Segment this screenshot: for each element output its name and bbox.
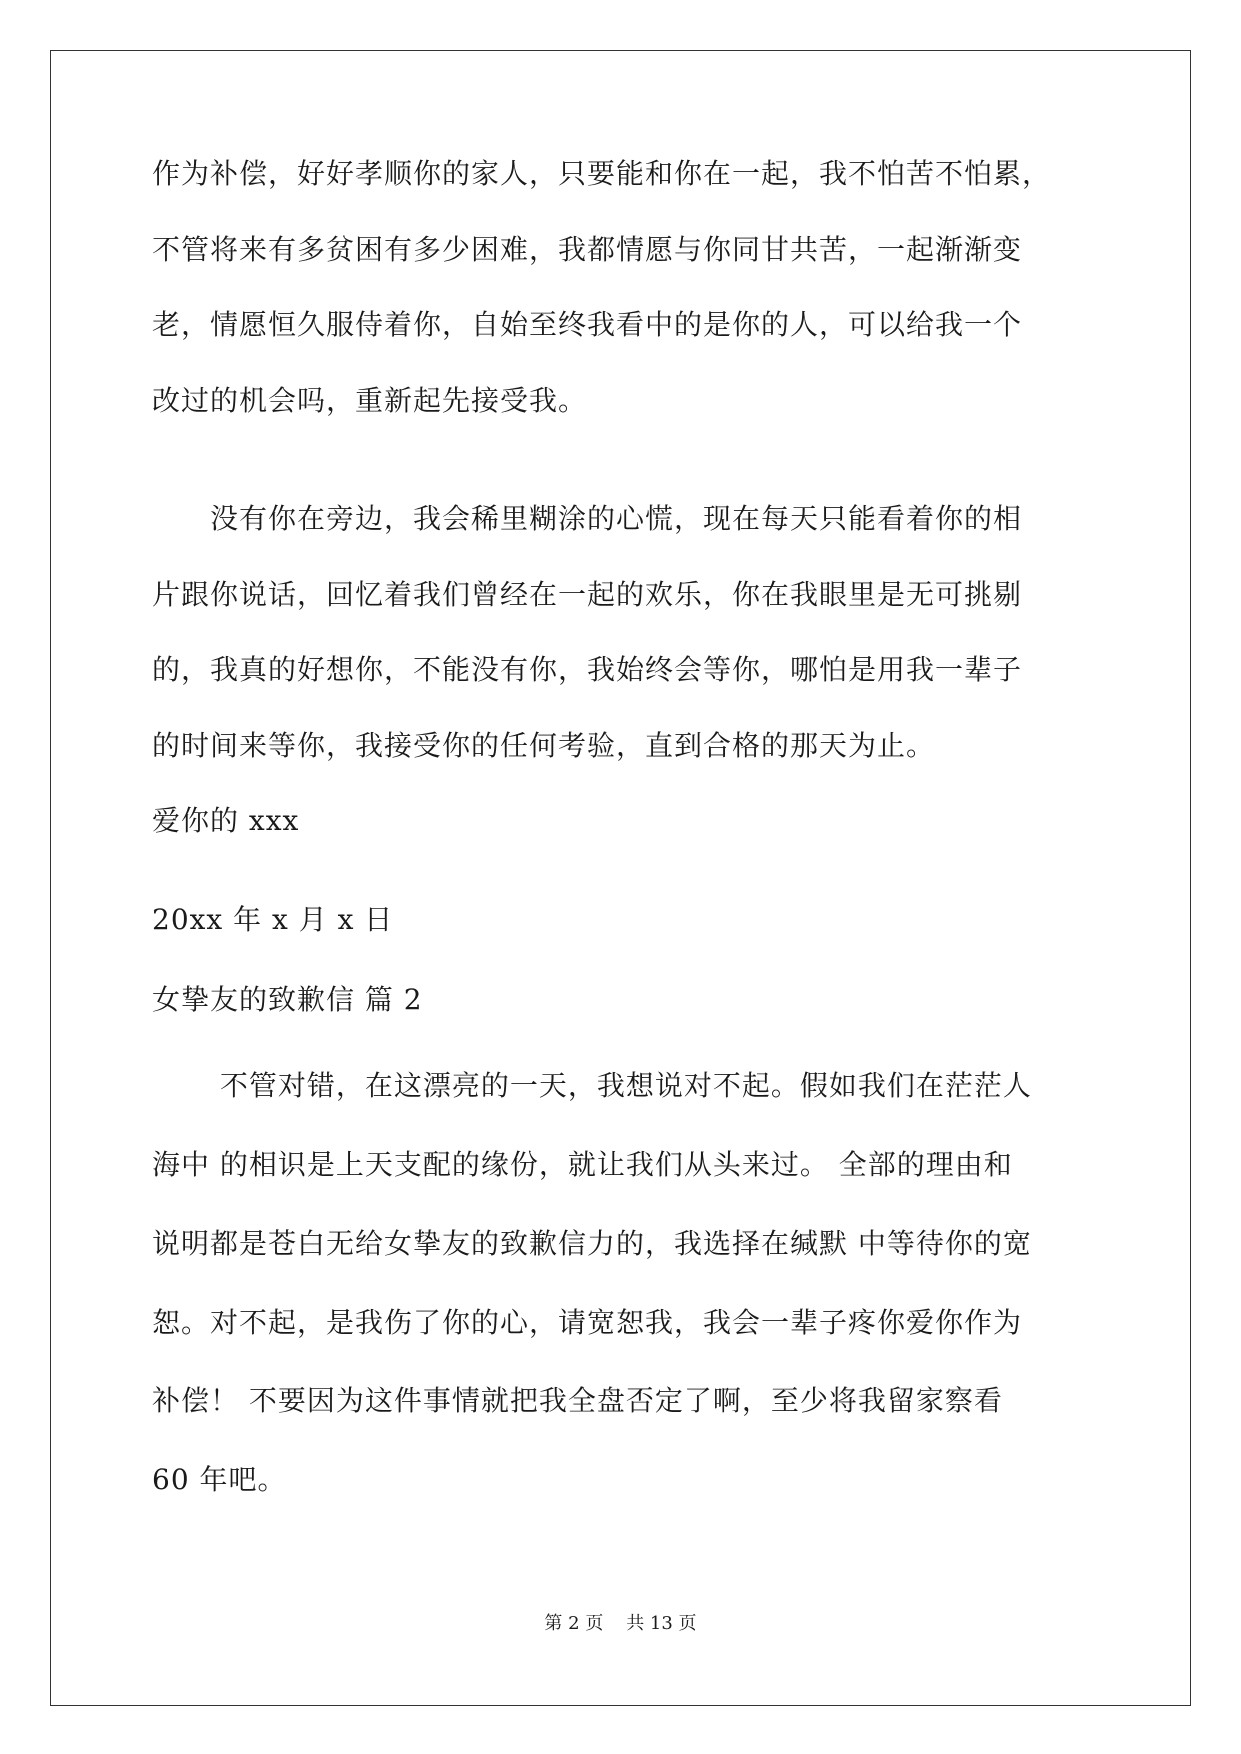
text-line: 恕。对不起，是我伤了你的心，请宽恕我，我会一辈子疼你爱你作为 bbox=[152, 1306, 1023, 1339]
text-line: 海中 的相识是上天支配的缘份，就让我们从头来过。 全部的理由和 bbox=[152, 1148, 1013, 1181]
text-line: 改过的机会吗，重新起先接受我。 bbox=[152, 384, 588, 417]
page-border bbox=[50, 50, 1191, 1706]
signature-line: 爱你的 xxx bbox=[152, 804, 300, 837]
text-line: 不管对错，在这漂亮的一天，我想说对不起。假如我们在茫茫人 bbox=[152, 1069, 1032, 1102]
text-line: 作为补偿，好好孝顺你的家人，只要能和你在一起，我不怕苦不怕累， bbox=[152, 157, 1052, 190]
page-number-footer: 第 2 页 共 13 页 bbox=[544, 1613, 697, 1634]
text-line: 老，情愿恒久服侍着你，自始至终我看中的是你的人，可以给我一个 bbox=[152, 308, 1023, 341]
text-line: 没有你在旁边，我会稀里糊涂的心慌，现在每天只能看着你的相 bbox=[152, 502, 1023, 535]
text-line: 说明都是苍白无给女挚友的致歉信力的，我选择在缄默 中等待你的宽 bbox=[152, 1227, 1032, 1260]
text-line: 的时间来等你，我接受你的任何考验，直到合格的那天为止。 bbox=[152, 729, 936, 762]
text-line: 的，我真的好想你，不能没有你，我始终会等你，哪怕是用我一辈子 bbox=[152, 653, 1023, 686]
text-line: 补偿！ 不要因为这件事情就把我全盘否定了啊，至少将我留家察看 bbox=[152, 1384, 1003, 1417]
text-line: 不管将来有多贫困有多少困难，我都情愿与你同甘共苦，一起渐渐变 bbox=[152, 233, 1023, 266]
text-line: 60 年吧。 bbox=[152, 1463, 287, 1496]
date-line: 20xx 年 x 月 x 日 bbox=[152, 903, 394, 936]
text-line: 片跟你说话，回忆着我们曾经在一起的欢乐，你在我眼里是无可挑剔 bbox=[152, 578, 1023, 611]
section-heading: 女挚友的致歉信 篇 2 bbox=[152, 983, 423, 1016]
